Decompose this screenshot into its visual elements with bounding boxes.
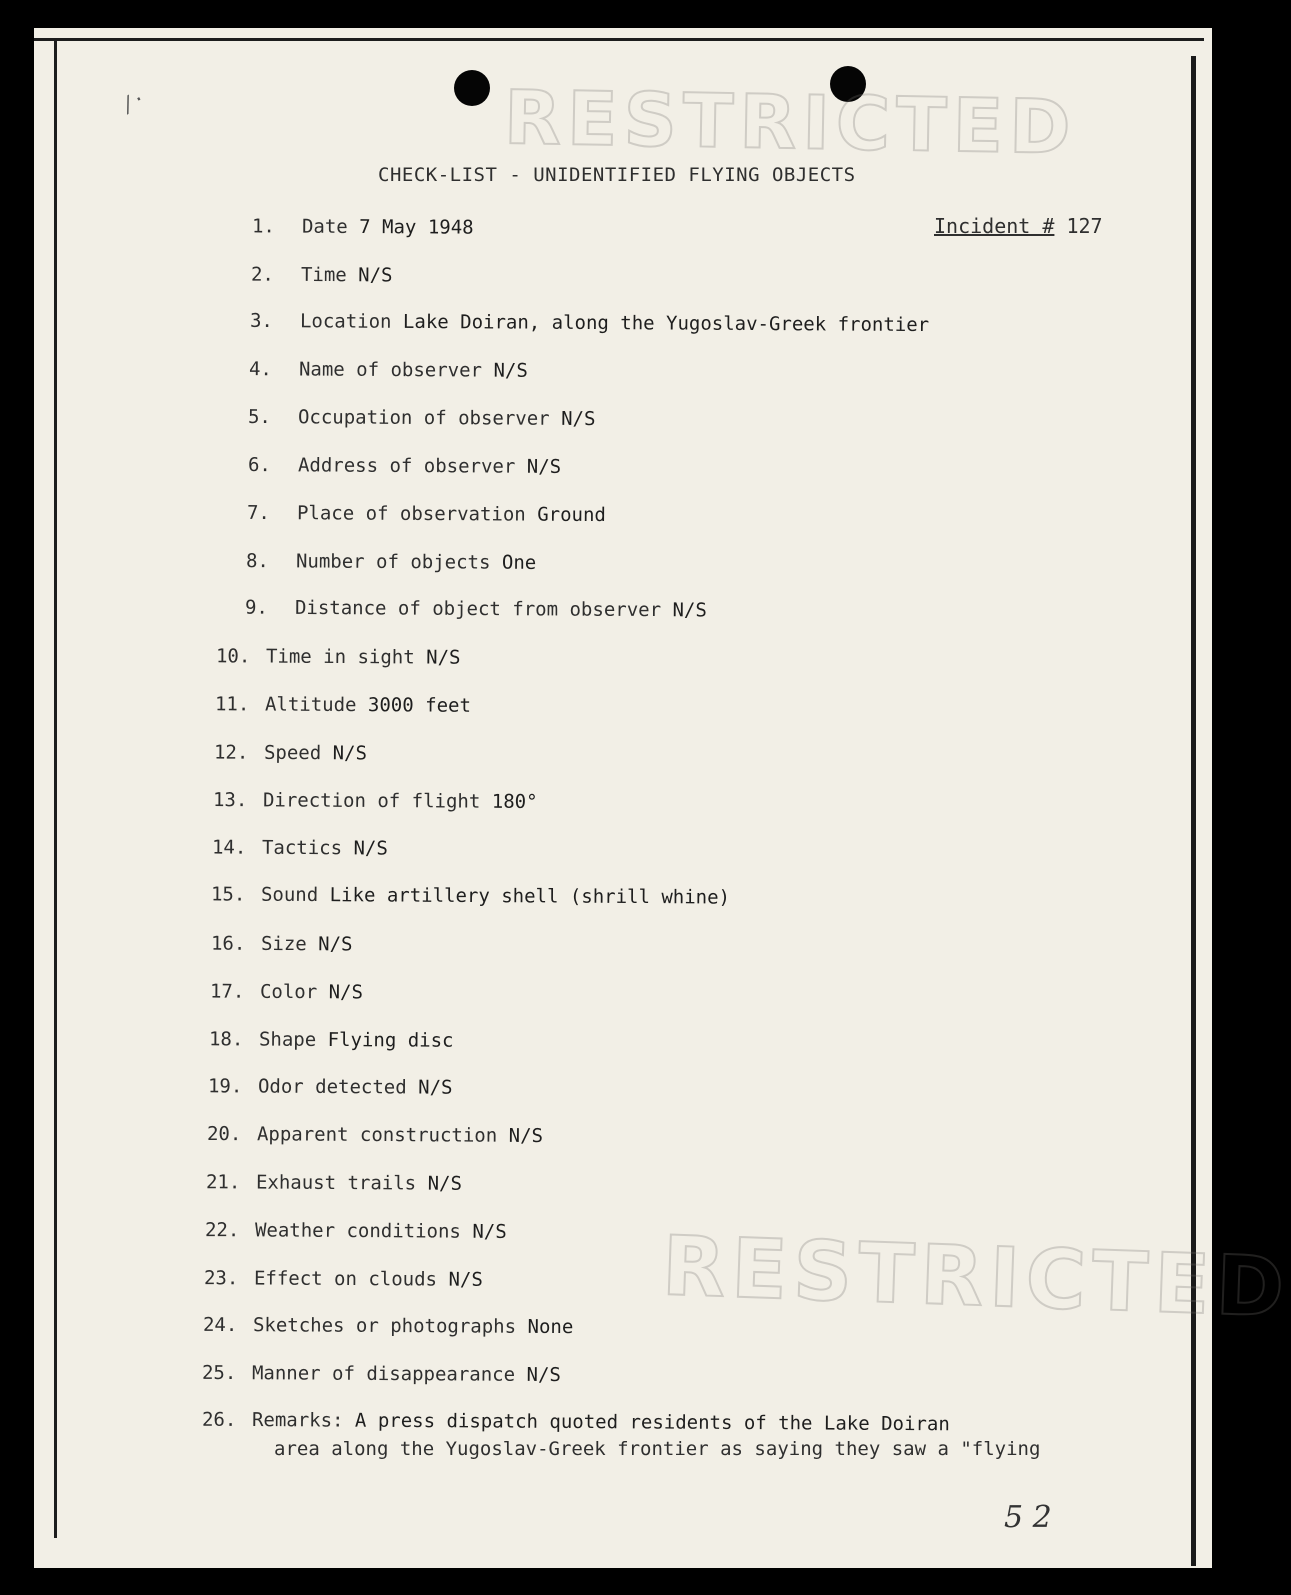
checklist-item-label: Apparent construction — [256, 1123, 498, 1147]
checklist-item-number: 5. — [248, 406, 272, 429]
checklist-item-label: Location — [300, 309, 392, 333]
checklist-item — [208, 1076, 453, 1099]
checklist-item-label: Date — [301, 215, 348, 238]
checklist-item-label: Sketches or photographs — [253, 1314, 517, 1339]
checklist-item — [206, 1171, 462, 1195]
checklist-item — [210, 980, 363, 1003]
restricted-stamp: RESTRICTED — [503, 75, 1078, 171]
checklist-item-label: Effect on clouds — [254, 1267, 438, 1291]
checklist-item — [205, 1219, 507, 1243]
checklist-item-label: Place of observation — [296, 502, 526, 526]
checklist-item-number: 23. — [204, 1266, 239, 1289]
checklist-item-label: Manner of disappearance — [252, 1362, 516, 1387]
checklist-item-label: Occupation of observer — [298, 406, 551, 430]
checklist-item-value: Like artillery shell (shrill whine) — [329, 884, 731, 909]
checklist-item-value: N/S — [561, 408, 596, 431]
checklist-item-value: N/S — [328, 981, 363, 1004]
checklist-item-number: 18. — [208, 1027, 244, 1051]
checklist-item — [215, 693, 471, 717]
checklist-item-number: 19. — [207, 1075, 243, 1098]
checklist-item — [251, 263, 393, 286]
checklist-item-value: 3000 feet — [367, 694, 471, 717]
checklist-item — [211, 884, 730, 909]
checklist-item — [250, 310, 929, 336]
checklist-item-value: N/S — [332, 742, 368, 765]
incident-number — [934, 214, 1103, 238]
checklist-item-number: 7. — [246, 501, 270, 524]
page-number-handwritten: 5 2 — [1004, 1500, 1052, 1535]
checklist-item — [245, 597, 707, 622]
checklist-item-value: 7 May 1948 — [359, 215, 474, 239]
checklist-item-label: Direction of flight — [263, 788, 481, 813]
checklist-item-label: Shape — [258, 1028, 316, 1051]
checklist-item — [246, 550, 536, 574]
checklist-item-number: 20. — [206, 1123, 242, 1146]
checklist-item-value: N/S — [417, 1076, 453, 1100]
page-title: CHECK-LIST - UNIDENTIFIED FLYING OBJECTS — [378, 164, 856, 186]
checklist-item — [207, 1123, 543, 1147]
incident-label: Incident # — [934, 214, 1055, 238]
checklist-item — [216, 645, 461, 668]
paper-page — [34, 28, 1291, 1568]
checklist-item-value: N/S — [425, 646, 461, 669]
checklist-item-number: 9. — [244, 596, 268, 620]
checklist-item-label: Color — [259, 980, 317, 1003]
checklist-item-number: 1. — [251, 215, 275, 238]
checklist-item-value: N/S — [508, 1125, 543, 1148]
remarks-continued: area along the Yugoslav-Greek frontier as saying they saw a "flying — [274, 1438, 1041, 1460]
checklist-item-number: 8. — [245, 549, 269, 572]
checklist-item-value: N/S — [353, 837, 389, 860]
page-border-right — [1191, 56, 1196, 1566]
checklist-item-value: N/S — [317, 933, 353, 956]
checklist-item-value: N/S — [526, 1364, 562, 1387]
checklist-item-number: 15. — [211, 883, 246, 906]
restricted-stamp: RESTRICTED — [660, 1219, 1291, 1336]
checklist-item — [202, 1362, 561, 1386]
checklist-item-value: N/S — [672, 599, 707, 622]
checklist-item-number: 21. — [205, 1171, 241, 1194]
checklist-item-label: Time in sight — [265, 645, 415, 669]
checklist-item-value: N/S — [526, 455, 561, 478]
checklist-item-number: 24. — [203, 1314, 238, 1337]
checklist-item-value: N/S — [448, 1268, 484, 1291]
checklist-item-value: A press dispatch quoted residents of the Lake Doiran — [354, 1409, 950, 1436]
checklist-item-label: Speed — [264, 741, 322, 764]
checklist-item-number: 13. — [213, 788, 248, 811]
checklist-item — [201, 1409, 949, 1436]
checklist-item-label: Distance of object from observer — [294, 597, 661, 622]
checklist-item — [252, 215, 474, 238]
checklist-item-label: Number of objects — [295, 550, 491, 574]
checklist-item — [212, 837, 388, 860]
checklist-item-label: Address of observer — [297, 454, 515, 478]
checklist-item — [249, 359, 528, 383]
checklist-item-value: N/S — [493, 360, 529, 383]
checklist-item-value: Lake Doiran, along the Yugoslav-Greek frontier — [403, 310, 930, 336]
checklist-item-value: N/S — [358, 264, 393, 287]
checklist-item-number: 25. — [202, 1362, 237, 1385]
checklist-item — [203, 1314, 573, 1338]
checklist-item-number: 22. — [205, 1218, 240, 1242]
checklist-item-label: Sound — [261, 883, 319, 907]
checklist-item — [247, 502, 606, 526]
checklist-item-label: Tactics — [262, 837, 343, 860]
checklist-item-number: 4. — [249, 358, 273, 381]
incident-value: 127 — [1066, 214, 1103, 238]
checklist-item-label: Remarks: — [251, 1409, 344, 1432]
checklist-item-value: One — [501, 551, 537, 574]
checklist-item — [248, 406, 596, 430]
checklist-item — [210, 933, 352, 956]
checklist-item — [204, 1267, 483, 1291]
checklist-item-label: Odor detected — [257, 1075, 407, 1099]
checklist-item-number: 6. — [247, 454, 271, 477]
checklist-item-value: 180° — [491, 790, 538, 813]
page-border-top — [34, 38, 1204, 41]
checklist-item-label: Time — [301, 263, 347, 286]
checklist-item-label: Size — [260, 932, 307, 956]
checklist-item-number: 17. — [209, 980, 244, 1003]
checklist-item — [247, 454, 560, 478]
checklist-item-value: Flying disc — [327, 1028, 454, 1052]
checklist-item-number: 14. — [212, 836, 247, 860]
checklist-item-number: 3. — [250, 309, 274, 332]
checklist-item-number: 12. — [214, 741, 249, 764]
checklist-item-value: N/S — [427, 1172, 463, 1195]
checklist-item-value: Ground — [536, 503, 606, 526]
checklist-item-number: 10. — [215, 645, 251, 668]
checklist-item-value: N/S — [472, 1220, 507, 1243]
checklist-item-label: Exhaust trails — [255, 1171, 417, 1195]
checklist-item — [209, 1028, 454, 1051]
page-border-left — [54, 38, 57, 1538]
pencil-marks-icon: ⁄ · — [120, 87, 149, 118]
checklist-item-label: Altitude — [264, 693, 357, 717]
punch-hole-icon — [454, 70, 490, 106]
checklist-item — [214, 741, 367, 764]
checklist-item-label: Weather conditions — [255, 1219, 462, 1243]
checklist-item — [213, 789, 538, 813]
checklist-item-number: 16. — [210, 932, 245, 955]
checklist-item-label: Name of observer — [299, 358, 483, 382]
checklist-item-number: 2. — [251, 263, 275, 286]
checklist-item-number: 11. — [214, 693, 250, 716]
checklist-item-number: 26. — [201, 1408, 236, 1431]
checklist-item-value: None — [527, 1316, 574, 1339]
